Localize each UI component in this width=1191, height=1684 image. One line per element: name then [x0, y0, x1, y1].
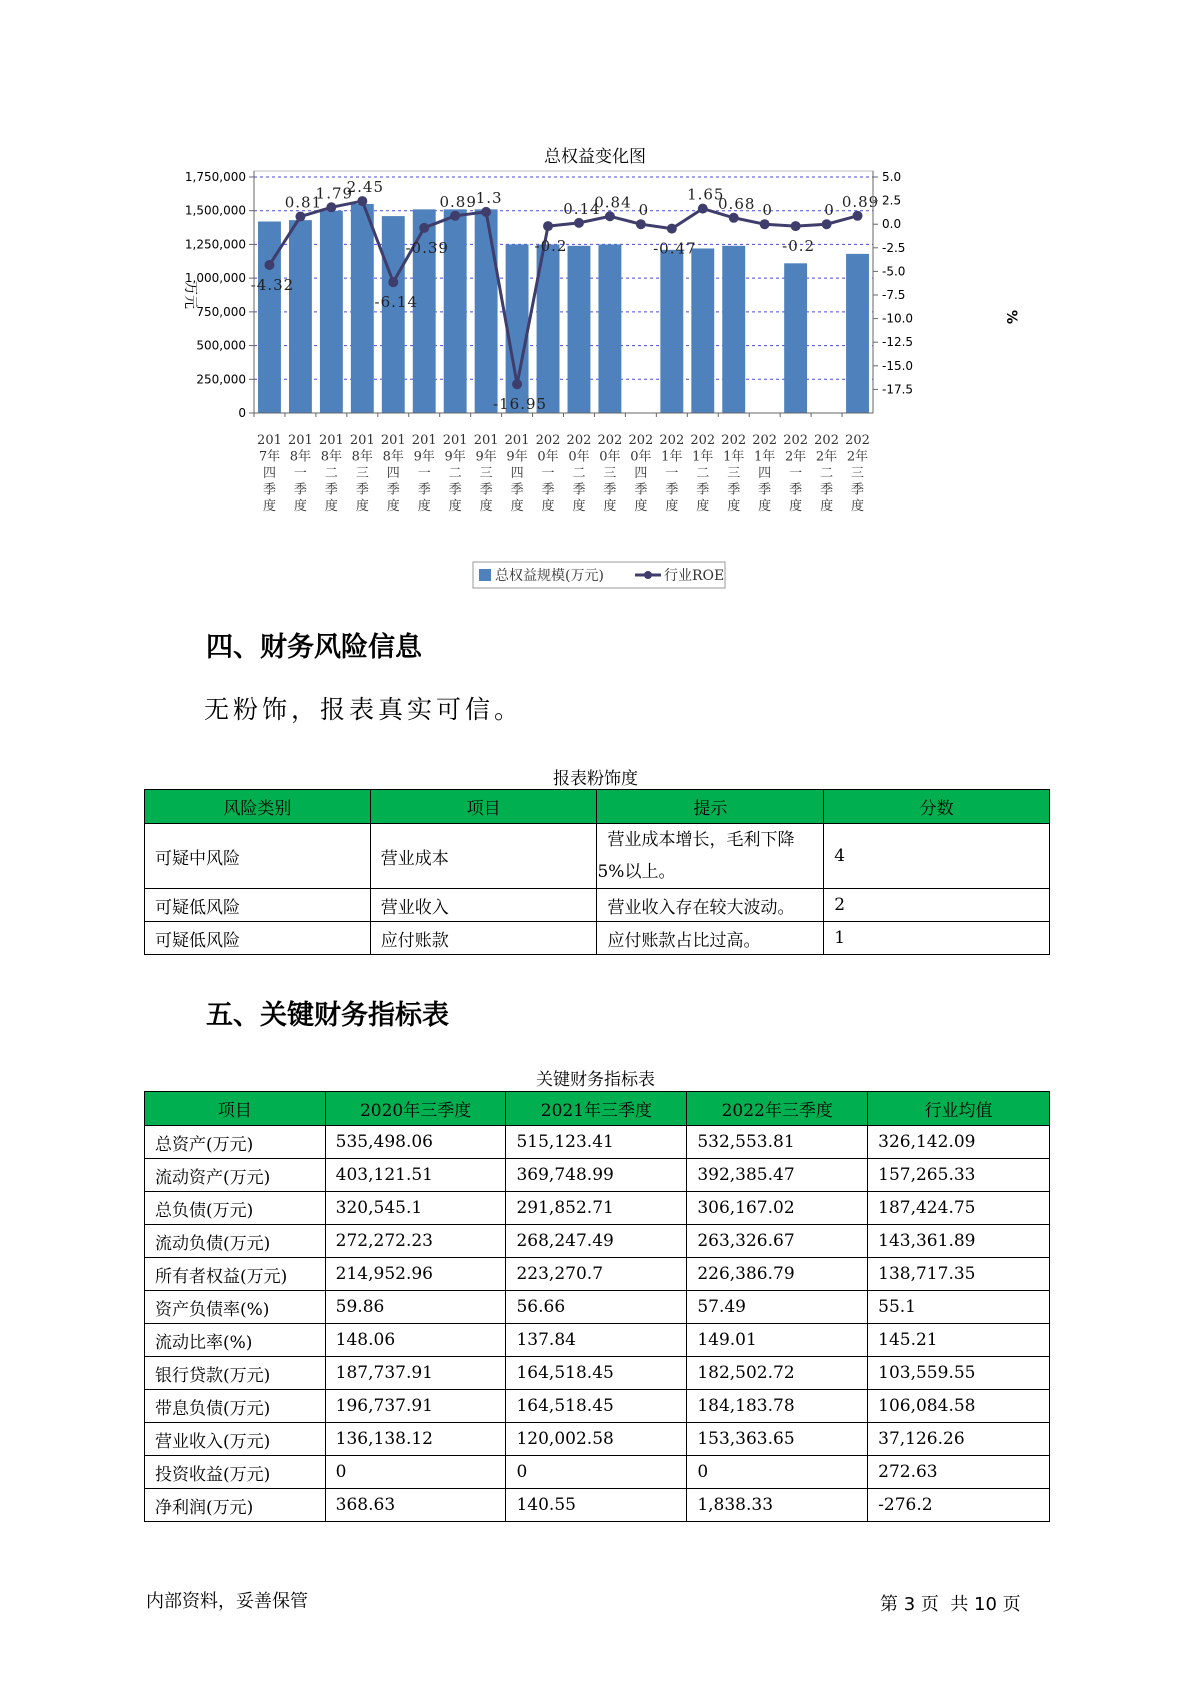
- metrics-table-caption: 关键财务指标表: [536, 1070, 655, 1090]
- bar: [660, 250, 683, 413]
- roe-point: [853, 211, 863, 221]
- category-label: 季: [417, 482, 431, 498]
- section-4-text: 无粉饰，报表真实可信。: [204, 695, 524, 724]
- category-label: 三: [727, 466, 741, 481]
- metric-value: 272.63: [868, 1456, 1050, 1489]
- category-label: 度: [355, 499, 369, 514]
- chart-title: 总权益变化图: [544, 147, 646, 167]
- table-row: [145, 1291, 1050, 1324]
- category-label: 201: [349, 433, 375, 448]
- equity-change-chart: [0, 0, 1191, 620]
- footer-page-number: 第 3 页 共 10 页: [880, 1594, 1021, 1615]
- table-row: [145, 1489, 1050, 1522]
- roe-data-label: 0.14: [563, 199, 601, 218]
- category-label: 度: [572, 499, 586, 514]
- right-tick-label: -10.0: [882, 311, 914, 326]
- metric-value: -276.2: [868, 1489, 1050, 1522]
- category-label: 2年: [846, 449, 869, 465]
- category-label: 202: [566, 433, 592, 448]
- risk-item: 营业收入: [370, 889, 597, 922]
- category-label: 季: [789, 482, 803, 498]
- category-label: 202: [690, 433, 716, 448]
- category-label: 201: [473, 433, 499, 448]
- category-label: 9年: [444, 449, 466, 465]
- column-header: 分数: [824, 790, 1050, 824]
- chart-bars: [258, 204, 869, 413]
- risk-score: 2: [824, 889, 1050, 922]
- category-label: 201: [504, 433, 530, 448]
- right-tick-label: -5.0: [882, 264, 906, 279]
- roe-data-label: 0.89: [439, 192, 477, 211]
- metric-value: 148.06: [325, 1324, 506, 1357]
- column-header: 2021年三季度: [506, 1092, 687, 1126]
- legend-line-label: 行业ROE: [664, 568, 725, 584]
- roe-data-label: 1.3: [475, 188, 503, 207]
- category-label: 度: [417, 499, 431, 514]
- category-label: 度: [665, 499, 679, 514]
- category-label: 季: [386, 482, 400, 498]
- metric-value: 196,737.91: [325, 1390, 506, 1423]
- category-label: 季: [541, 482, 555, 498]
- column-header: 项目: [145, 1092, 326, 1126]
- column-header: 风险类别: [145, 790, 371, 824]
- bar: [784, 263, 807, 413]
- roe-point: [605, 211, 615, 221]
- metric-value: 59.86: [325, 1291, 506, 1324]
- metric-name: 资产负债率(%): [145, 1291, 326, 1324]
- category-label: 度: [324, 499, 338, 514]
- category-label: 9年: [506, 449, 528, 465]
- bar: [722, 246, 745, 413]
- bar: [598, 244, 621, 413]
- metric-name: 流动资产(万元): [145, 1159, 326, 1192]
- category-label: 季: [324, 482, 338, 498]
- metric-value: 145.21: [868, 1324, 1050, 1357]
- bar: [351, 204, 374, 413]
- table-row: [145, 889, 1050, 922]
- category-label: 201: [442, 433, 468, 448]
- chart-left-axis-label: 万元: [182, 281, 198, 309]
- risk-item: 营业成本: [370, 824, 597, 889]
- legend-bar-label: 总权益规模(万元): [495, 568, 604, 584]
- roe-point: [543, 221, 553, 231]
- roe-data-label: 0: [638, 201, 650, 220]
- metric-value: 157,265.33: [868, 1159, 1050, 1192]
- metric-name: 净利润(万元): [145, 1489, 326, 1522]
- category-label: 四: [262, 466, 276, 481]
- risk-item: 应付账款: [370, 922, 597, 955]
- category-label: 201: [288, 433, 313, 448]
- metric-value: 320,545.1: [325, 1192, 506, 1225]
- metric-name: 带息负债(万元): [145, 1390, 326, 1423]
- metric-value: 291,852.71: [506, 1192, 687, 1225]
- category-label: 202: [845, 433, 870, 448]
- risk-category: 可疑低风险: [145, 889, 371, 922]
- bar: [382, 216, 405, 413]
- category-label: 201: [318, 433, 344, 448]
- category-label: 8年: [382, 449, 404, 465]
- metric-value: 143,361.89: [868, 1225, 1050, 1258]
- metrics-table-header: [145, 1092, 1050, 1126]
- category-label: 度: [603, 499, 617, 514]
- category-label: 季: [634, 482, 648, 498]
- metric-value: 57.49: [687, 1291, 868, 1324]
- metric-value: 120,002.58: [506, 1423, 687, 1456]
- metric-value: 306,167.02: [687, 1192, 868, 1225]
- metric-value: 1,838.33: [687, 1489, 868, 1522]
- metric-value: 226,386.79: [687, 1258, 868, 1291]
- category-label: 2年: [784, 449, 807, 465]
- category-label: 一: [417, 466, 431, 481]
- bar: [475, 209, 498, 413]
- metric-name: 总资产(万元): [145, 1126, 326, 1159]
- category-label: 二: [696, 466, 710, 481]
- right-tick-label: -7.5: [882, 288, 906, 302]
- table-row: [145, 1324, 1050, 1357]
- roe-point: [636, 219, 646, 229]
- bar: [846, 254, 869, 413]
- category-label: 二: [820, 466, 834, 481]
- category-label: 7年: [258, 449, 281, 465]
- key-metrics-table: [144, 1091, 1050, 1522]
- category-label: 四: [634, 466, 648, 481]
- category-label: 0年: [599, 449, 621, 465]
- footer-confidential-note: 内部资料，妥善保管: [146, 1591, 308, 1612]
- category-label: 8年: [351, 449, 373, 465]
- chart-legend: [473, 562, 725, 588]
- metric-name: 营业收入(万元): [145, 1423, 326, 1456]
- metric-value: 138,717.35: [868, 1258, 1050, 1291]
- legend-bar-swatch: [479, 569, 491, 581]
- roe-data-label: -0.2: [782, 237, 816, 256]
- category-label: 度: [448, 499, 462, 514]
- table-row: [145, 824, 1050, 889]
- risk-hint: 营业收入存在较大波动。: [597, 889, 824, 922]
- left-tick-label: 1,500,000: [184, 203, 246, 218]
- category-label: 季: [665, 482, 679, 498]
- risk-score: 1: [824, 922, 1050, 955]
- category-label: 三: [355, 466, 369, 481]
- category-label: 1年: [723, 449, 745, 465]
- risk-hint-line: 5%以上。: [597, 862, 676, 882]
- roe-data-label: -0.2: [534, 237, 568, 256]
- category-label: 202: [752, 433, 778, 448]
- table-row: [145, 1423, 1050, 1456]
- category-label: 8年: [289, 449, 312, 465]
- roe-point: [326, 202, 336, 212]
- metric-value: 137.84: [506, 1324, 687, 1357]
- category-label: 四: [510, 466, 524, 481]
- metric-name: 银行贷款(万元): [145, 1357, 326, 1390]
- metric-value: 515,123.41: [506, 1126, 687, 1159]
- metric-value: 326,142.09: [868, 1126, 1050, 1159]
- roe-data-label: 2.45: [346, 178, 385, 197]
- category-label: 201: [380, 433, 406, 448]
- roe-point: [698, 204, 708, 214]
- category-label: 9年: [413, 449, 435, 465]
- risk-category: 可疑低风险: [145, 922, 371, 955]
- roe-point: [388, 277, 398, 287]
- category-label: 二: [324, 466, 338, 481]
- category-label: 季: [262, 482, 276, 498]
- risk-hint: 应付账款占比过高。: [597, 922, 824, 955]
- left-tick-label: 500,000: [196, 338, 246, 353]
- category-label: 度: [386, 499, 400, 514]
- category-label: 1年: [661, 449, 683, 465]
- roe-point: [419, 223, 429, 233]
- category-label: 度: [696, 499, 710, 514]
- metric-value: 164,518.45: [506, 1390, 687, 1423]
- right-tick-label: 5.0: [882, 170, 902, 184]
- category-label: 四: [386, 466, 400, 481]
- table-row: [145, 1456, 1050, 1489]
- metric-value: 392,385.47: [687, 1159, 868, 1192]
- roe-point: [357, 196, 367, 206]
- table-row: [145, 1192, 1050, 1225]
- table-row: [145, 922, 1050, 955]
- metric-value: 184,183.78: [687, 1390, 868, 1423]
- category-label: 度: [541, 499, 555, 514]
- category-label: 三: [479, 466, 493, 481]
- category-label: 0年: [568, 449, 590, 465]
- metric-value: 56.66: [506, 1291, 687, 1324]
- category-label: 0年: [537, 449, 559, 465]
- table-row: [145, 1225, 1050, 1258]
- metric-value: 403,121.51: [325, 1159, 506, 1192]
- roe-point: [667, 224, 677, 234]
- right-tick-label: -15.0: [882, 358, 914, 373]
- category-label: 201: [257, 433, 282, 448]
- category-label: 度: [820, 499, 834, 514]
- roe-point: [729, 213, 739, 223]
- metric-value: 187,737.91: [325, 1357, 506, 1390]
- roe-data-label: -6.14: [374, 293, 419, 312]
- roe-point: [295, 212, 305, 222]
- roe-data-label: 0.81: [284, 193, 323, 212]
- metric-value: 368.63: [325, 1489, 506, 1522]
- roe-data-label: -4.32: [250, 275, 295, 294]
- roe-point: [822, 219, 832, 229]
- right-tick-label: -12.5: [882, 335, 914, 350]
- right-tick-label: -2.5: [882, 240, 906, 255]
- bar: [289, 220, 312, 413]
- roe-point: [791, 221, 801, 231]
- category-label: 202: [535, 433, 561, 448]
- metric-value: 0: [325, 1456, 506, 1489]
- category-label: 季: [355, 482, 369, 498]
- roe-point: [264, 260, 274, 270]
- right-tick-label: 0.0: [882, 217, 902, 232]
- metric-value: 532,553.81: [687, 1126, 868, 1159]
- metric-name: 投资收益(万元): [145, 1456, 326, 1489]
- risk-table-header: [145, 790, 1050, 824]
- category-label: 度: [851, 499, 865, 514]
- category-label: 一: [789, 466, 803, 481]
- category-label: 0年: [630, 449, 652, 465]
- metric-value: 223,270.7: [506, 1258, 687, 1291]
- table-row: [145, 1357, 1050, 1390]
- roe-data-label: 0.84: [594, 193, 632, 212]
- category-label: 度: [479, 499, 493, 514]
- table-row: [145, 1390, 1050, 1423]
- table-row: [145, 1258, 1050, 1291]
- category-label: 度: [293, 499, 307, 514]
- roe-data-label: 0.68: [718, 194, 756, 213]
- category-label: 202: [628, 433, 654, 448]
- metric-value: 37,126.26: [868, 1423, 1050, 1456]
- roe-data-label: 0: [762, 201, 773, 220]
- roe-data-label: 1.79: [315, 184, 354, 203]
- left-tick-label: 250,000: [196, 372, 246, 387]
- category-label: 度: [510, 499, 524, 514]
- category-label: 度: [789, 499, 803, 514]
- roe-point: [574, 218, 584, 228]
- category-label: 季: [603, 482, 617, 498]
- metric-value: 263,326.67: [687, 1225, 868, 1258]
- metric-value: 369,748.99: [506, 1159, 687, 1192]
- risk-table: [144, 789, 1050, 955]
- category-label: 2年: [815, 449, 838, 465]
- category-label: 202: [814, 433, 839, 448]
- category-label: 度: [634, 499, 648, 514]
- category-label: 三: [851, 466, 865, 481]
- category-label: 1年: [692, 449, 714, 465]
- category-label: 四: [758, 466, 772, 481]
- category-label: 201: [411, 433, 437, 448]
- category-label: 度: [758, 499, 772, 514]
- category-label: 季: [851, 482, 865, 498]
- roe-point: [512, 379, 522, 389]
- left-tick-label: 1,750,000: [184, 170, 246, 184]
- metric-value: 106,084.58: [868, 1390, 1050, 1423]
- category-label: 9年: [475, 449, 497, 465]
- category-label: 202: [597, 433, 623, 448]
- roe-data-label: -0.47: [653, 239, 697, 258]
- category-label: 度: [262, 499, 276, 514]
- column-header: 提示: [597, 790, 824, 824]
- metric-value: 103,559.55: [868, 1357, 1050, 1390]
- roe-data-label: 0: [824, 201, 835, 220]
- table-row: [145, 1159, 1050, 1192]
- roe-data-label: 1.65: [687, 185, 725, 204]
- section-4-heading: 四、财务风险信息: [206, 632, 422, 663]
- risk-hint: [597, 824, 824, 889]
- category-label: 季: [758, 482, 772, 498]
- category-label: 季: [727, 482, 741, 498]
- roe-data-label: -16.95: [493, 395, 548, 414]
- category-label: 季: [696, 482, 710, 498]
- column-header: 2020年三季度: [325, 1092, 506, 1126]
- chart-right-axis-label: %: [1003, 309, 1019, 325]
- category-label: 202: [721, 433, 747, 448]
- left-tick-label: 750,000: [196, 304, 246, 319]
- roe-point: [481, 207, 491, 217]
- right-tick-label: -17.5: [882, 382, 914, 397]
- roe-point: [450, 211, 460, 221]
- metric-name: 所有者权益(万元): [145, 1258, 326, 1291]
- legend-line-marker: [644, 571, 652, 579]
- metric-value: 0: [506, 1456, 687, 1489]
- metric-value: 214,952.96: [325, 1258, 506, 1291]
- category-label: 三: [603, 466, 617, 481]
- category-label: 1年: [754, 449, 776, 465]
- roe-data-label: 0.89: [841, 192, 880, 211]
- metric-value: 0: [687, 1456, 868, 1489]
- column-header: 2022年三季度: [687, 1092, 868, 1126]
- category-label: 一: [293, 466, 307, 481]
- category-label: 季: [572, 482, 586, 498]
- metric-value: 136,138.12: [325, 1423, 506, 1456]
- bar: [568, 246, 591, 413]
- category-label: 8年: [320, 449, 343, 465]
- metric-name: 流动负债(万元): [145, 1225, 326, 1258]
- metric-value: 55.1: [868, 1291, 1050, 1324]
- metric-value: 535,498.06: [325, 1126, 506, 1159]
- risk-table-caption: 报表粉饰度: [553, 769, 638, 789]
- category-label: 季: [820, 482, 834, 498]
- roe-point: [760, 219, 770, 229]
- bar: [691, 248, 714, 413]
- category-label: 季: [510, 482, 524, 498]
- left-tick-label: 1,250,000: [184, 237, 246, 252]
- metric-name: 流动比率(%): [145, 1324, 326, 1357]
- category-label: 202: [659, 433, 685, 448]
- metric-value: 149.01: [687, 1324, 868, 1357]
- column-header: 行业均值: [868, 1092, 1050, 1126]
- category-label: 季: [448, 482, 462, 498]
- metric-value: 140.55: [506, 1489, 687, 1522]
- left-tick-label: 0: [238, 406, 246, 420]
- metric-value: 268,247.49: [506, 1225, 687, 1258]
- category-label: 二: [572, 466, 586, 481]
- column-header: 项目: [370, 790, 597, 824]
- category-label: 二: [448, 466, 462, 481]
- category-label: 202: [783, 433, 809, 448]
- metric-name: 总负债(万元): [145, 1192, 326, 1225]
- category-label: 季: [479, 482, 493, 498]
- risk-category: 可疑中风险: [145, 824, 371, 889]
- bar: [320, 211, 343, 413]
- metric-value: 272,272.23: [325, 1225, 506, 1258]
- section-5-heading: 五、关键财务指标表: [206, 1000, 449, 1031]
- left-tick-label: 1,000,000: [184, 271, 246, 286]
- category-label: 季: [293, 482, 307, 498]
- risk-score: 4: [824, 824, 1050, 889]
- category-label: 一: [665, 466, 679, 481]
- metric-value: 182,502.72: [687, 1357, 868, 1390]
- metric-value: 164,518.45: [506, 1357, 687, 1390]
- roe-data-label: -0.39: [405, 238, 449, 257]
- category-label: 一: [541, 466, 555, 481]
- table-row: [145, 1126, 1050, 1159]
- right-tick-label: 2.5: [882, 193, 902, 208]
- category-label: 度: [727, 499, 741, 514]
- metric-value: 153,363.65: [687, 1423, 868, 1456]
- risk-hint-line: 营业成本增长，毛利下降: [607, 830, 795, 850]
- metric-value: 187,424.75: [868, 1192, 1050, 1225]
